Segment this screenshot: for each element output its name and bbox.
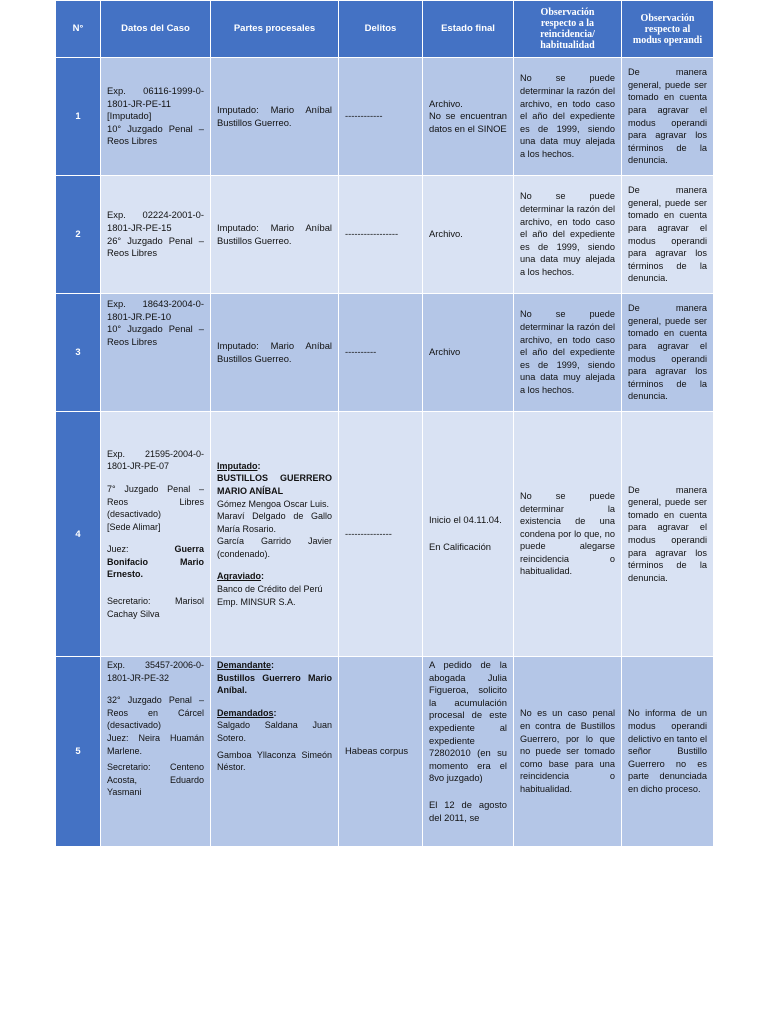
demandante-label: Demandante — [217, 660, 272, 670]
header-obs-reincidencia — [514, 1, 622, 58]
juez-name: Guerra Bonifacio Mario Ernesto — [107, 544, 204, 580]
agraviado-label: Agraviado — [217, 571, 262, 582]
case-table — [55, 0, 714, 847]
header-datos-caso: Datos del Caso — [101, 1, 211, 58]
caso-cell — [101, 176, 211, 294]
estado-line: En Calificación — [429, 541, 492, 552]
caso-exp: Exp. 21595-2004-0-1801-JR-PE-07 — [107, 448, 204, 472]
estado-cell: Archivo — [423, 294, 514, 412]
partes-cell: Imputado: Mario Aníbal Bustillos Guerreo. — [211, 176, 339, 294]
delitos-cell: ----------------- — [339, 176, 423, 294]
caso-juzgado: 10° Juzgado Penal – Reos Libres — [107, 122, 204, 147]
delitos-cell: ------------ — [339, 58, 423, 176]
partes-cell: Imputado: BUSTILLOS GUERRERO MARIO ANÍBAL Gómez Mengoa Oscar Luis. Maraví Delgado de Gallo María Rosario. García Garrido Javier (condenado). Agraviado: Banco de Crédito del Perú Emp. MINSUR S.A. — [211, 412, 339, 657]
demandante-name: Bustillos Guerrero Mario Aníbal. — [217, 672, 332, 696]
caso-exp: Exp. 18643-2004-0-1801-JR.PE-10 — [107, 298, 204, 322]
header-row — [56, 1, 714, 58]
caso-cell — [101, 412, 211, 657]
delitos-cell: ---------- — [339, 294, 423, 412]
row-number: 3 — [56, 294, 101, 412]
estado-line: Inicio el 04.11.04. — [429, 514, 502, 526]
obs-reincidencia-cell: No es un caso penal en contra de Bustillos Guerrero, por lo que no puede ser tomado como base para una reincidencia o habitualidad. — [514, 657, 622, 847]
header-obs1-line: respecto a la — [540, 18, 595, 29]
estado-cell: Archivo. — [423, 176, 514, 294]
juez-label: Juez: — [107, 544, 129, 555]
table-row — [56, 657, 714, 847]
parte-item: Maraví Delgado de Gallo María Rosario. — [217, 511, 332, 534]
caso-juzgado: 26° Juzgado Penal – Reos Libres — [107, 234, 204, 259]
row-number: 1 — [56, 58, 101, 176]
table-row — [56, 58, 714, 176]
caso-secretario: Secretario: Marisol Cachay Silva — [107, 596, 204, 619]
header-partes-procesales: Partes procesales — [211, 1, 339, 58]
caso-cell — [101, 58, 211, 176]
caso-cell — [101, 657, 211, 847]
demandados-label: Demandados — [217, 707, 274, 718]
obs-modus-cell: De manera general, puede ser tomado en cuenta para agravar el modus operandi para agravar los términos de la denuncia. — [622, 412, 714, 657]
partes-cell: Imputado: Mario Aníbal Bustillos Guerreo. — [211, 294, 339, 412]
caso-secretario: Secretario: Centeno Acosta, Eduardo Yasmani — [107, 762, 204, 798]
delitos-cell: --------------- — [339, 412, 423, 657]
caso-juzgado: 10° Juzgado Penal – Reos Libres — [107, 323, 204, 347]
obs-reincidencia-cell: No se puede determinar la existencia de una condena por lo que, no puede alegarse reincidencia o habitualidad. — [514, 412, 622, 657]
caso-cell — [101, 294, 211, 412]
obs-modus-cell: De manera general, puede ser tomado en cuenta para agravar el modus operandi para agravar los términos de la denuncia. — [622, 58, 714, 176]
estado-cell — [423, 657, 514, 847]
demandado-item: Gamboa Yllaconza Simeón Néstor. — [217, 749, 332, 773]
table-row — [56, 176, 714, 294]
caso-sede: [Sede Alimar] — [107, 521, 161, 532]
header-obs-modus — [622, 1, 714, 58]
header-obs2-line: modus operandi — [632, 34, 703, 46]
delitos-cell: Habeas corpus — [339, 657, 423, 847]
parte-item: García Garrido Javier (condenado). — [217, 536, 332, 559]
obs-modus-cell: De manera general, puede ser tomado en cuenta para agravar el modus operandi para agravar los términos de la denuncia. — [622, 176, 714, 294]
estado-line: A pedido de la abogada Julia Figueroa, solicito la acumulación procesal de este expediente al expediente 72802010 (en su momento era el 8vo juzgado) — [429, 659, 507, 784]
imputado-name: BUSTILLOS GUERRERO MARIO ANÍBAL — [217, 473, 332, 496]
imputado-label: Imputado — [217, 460, 258, 471]
caso-juzgado: 32° Juzgado Penal – Reos en Cárcel (desactivado) — [107, 695, 204, 731]
header-obs1-line: reincidencia/ — [540, 29, 595, 40]
estado-line: No se encuentran datos en el SINOE — [429, 110, 507, 134]
caso-role: [Imputado] — [107, 110, 152, 122]
header-obs1-line: habitualidad — [540, 40, 595, 51]
agraviado-item: Banco de Crédito del Perú — [217, 584, 323, 595]
row-number: 2 — [56, 176, 101, 294]
obs-reincidencia-cell: No se puede determinar la razón del archivo, en todo caso el año del expediente es de 1999, siendo una data muy alejada a los hechos. — [514, 176, 622, 294]
obs-modus-cell: No informa de un modus operandi delictivo en tanto el señor Bustillo Guerrero no es parte denunciada en dicho proceso. — [622, 657, 714, 847]
header-num: N° — [56, 1, 101, 58]
obs-modus-cell: De manera general, puede ser tomado en cuenta para agravar el modus operandi para agravar los términos de la denuncia. — [622, 294, 714, 412]
caso-juez: Juez: Neira Huamán Marlene. — [107, 732, 204, 756]
estado-line: El 12 de agosto del 2011, se — [429, 798, 507, 823]
header-obs1-line: Observación — [540, 7, 595, 18]
caso-exp: Exp. 02224-2001-0-1801-JR-PE-15 — [107, 209, 204, 233]
estado-cell — [423, 412, 514, 657]
parte-item: Gómez Mengoa Oscar Luis. — [217, 498, 330, 509]
agraviado-item: Emp. MINSUR S.A. — [217, 596, 296, 607]
header-obs2-line: respecto al — [644, 23, 691, 35]
partes-cell: Imputado: Mario Aníbal Bustillos Guerreo. — [211, 58, 339, 176]
header-obs2-line: Observación — [640, 12, 695, 24]
estado-line: Archivo. — [429, 97, 463, 109]
obs-reincidencia-cell: No se puede determinar la razón del archivo, en todo caso el año del expediente es de 1999, siendo una data muy alejada a los hechos. — [514, 294, 622, 412]
header-delitos: Delitos — [339, 1, 423, 58]
caso-juzgado: 7° Juzgado Penal – Reos Libres (desactivado) — [107, 483, 204, 520]
demandado-item: Salgado Saldana Juan Sotero. — [217, 720, 332, 743]
table-row — [56, 294, 714, 412]
row-number: 4 — [56, 412, 101, 657]
partes-cell: Demandante: Bustillos Guerrero Mario Aníbal. Demandados: Salgado Saldana Juan Sotero. Gamboa Yllaconza Simeón Néstor. — [211, 657, 339, 847]
caso-exp: Exp. 35457-2006-0-1801-JR-PE-32 — [107, 660, 204, 683]
row-number: 5 — [56, 657, 101, 847]
table-row — [56, 412, 714, 657]
header-estado-final: Estado final — [423, 1, 514, 58]
estado-cell — [423, 58, 514, 176]
caso-exp: Exp. 06116-1999-0-1801-JR-PE-11 — [107, 85, 204, 109]
obs-reincidencia-cell: No se puede determinar la razón del archivo, en todo caso el año del expediente es de 1999, siendo una data muy alejada a los hechos. — [514, 58, 622, 176]
caso-juez: Juez: Guerra Bonifacio Mario Ernesto. — [107, 544, 204, 580]
